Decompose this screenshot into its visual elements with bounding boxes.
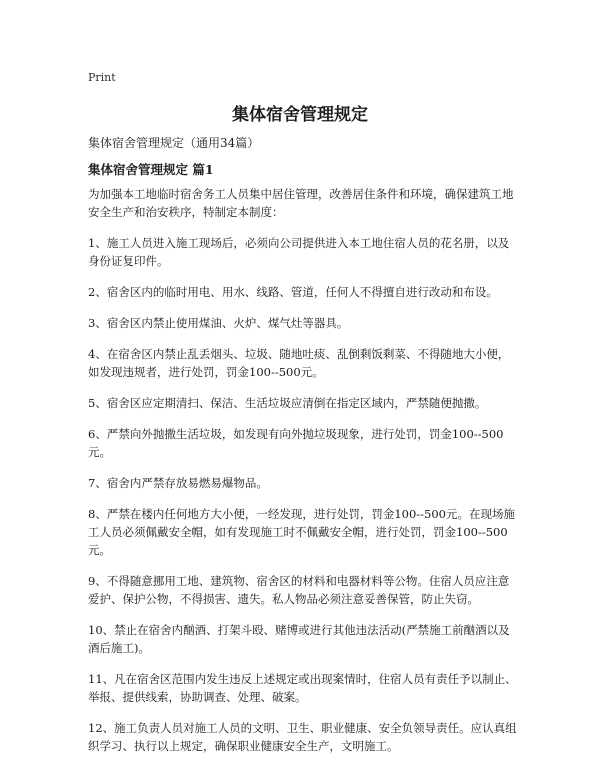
intro-paragraph: 为加强本工地临时宿舍务工人员集中居住管理，改善居住条件和环境，确保建筑工地安全生产和治安秩序，特制定本制度： [88,187,514,219]
rule-paragraph-9: 9、不得随意挪用工地、建筑物、宿舍区的材料和电器材料等公物。住宿人员应注意爱护、保护公物，不得损害、遗失。私人物品必须注意妥善保管，防止失窃。 [88,574,510,606]
document-subtitle: 集体宿舍管理规定（通用34篇） [88,136,260,150]
rule-paragraph-10: 10、禁止在宿舍内酗酒、打架斗殴、赌博或进行其他违法活动(严禁施工前酗酒以及酒后施工)。 [88,623,510,655]
rule-paragraph-6: 6、严禁向外抛撒生活垃圾，如发现有向外抛垃圾现象，进行处罚，罚金100--500元。 [88,427,504,459]
rule-paragraph-5: 5、宿舍区应定期清扫、保洁、生活垃圾应清倒在指定区域内，严禁随便抛撒。 [88,396,487,410]
rule-paragraph-7: 7、宿舍内严禁存放易燃易爆物品。 [88,476,268,490]
print-link[interactable]: Print [88,71,116,84]
rule-paragraph-4: 4、在宿舍区内禁止乱丢烟头、垃圾、随地吐痰、乱倒剩饭剩菜、不得随地大小便，如发现违规者，进行处罚，罚金100--500元。 [88,347,510,379]
rule-paragraph-3: 3、宿舍区内禁止使用煤油、火炉、煤气灶等器具。 [88,316,349,330]
rule-paragraph-11: 11、凡在宿舍区范围内发生违反上述规定或出现案情时，住宿人员有责任予以制止、举报、提供线索，协助调查、处理、破案。 [88,672,517,704]
rule-paragraph-12: 12、施工负责人员对施工人员的文明、卫生、职业健康、安全负领导责任。应认真组织学习、执行以上规定，确保职业健康安全生产，文明施工。 [88,721,517,753]
rule-paragraph-1: 1、施工人员进入施工现场后，必须向公司提供进入本工地住宿人员的花名册，以及身份证复印件。 [88,236,510,268]
document-body [88,185,518,768]
rule-paragraph-2: 2、宿舍区内的临时用电、用水、线路、管道，任何人不得擅自进行改动和布设。 [88,285,498,299]
section-heading: 集体宿舍管理规定 篇1 [88,162,214,177]
page-title: 集体宿舍管理规定 [232,105,368,125]
rule-paragraph-8: 8、严禁在楼内任何地方大小便，一经发现，进行处罚，罚金100--500元。在现场施工人员必须佩戴安全帽，如有发现施工时不佩戴安全帽，进行处罚，罚金100--500元。 [88,507,515,557]
